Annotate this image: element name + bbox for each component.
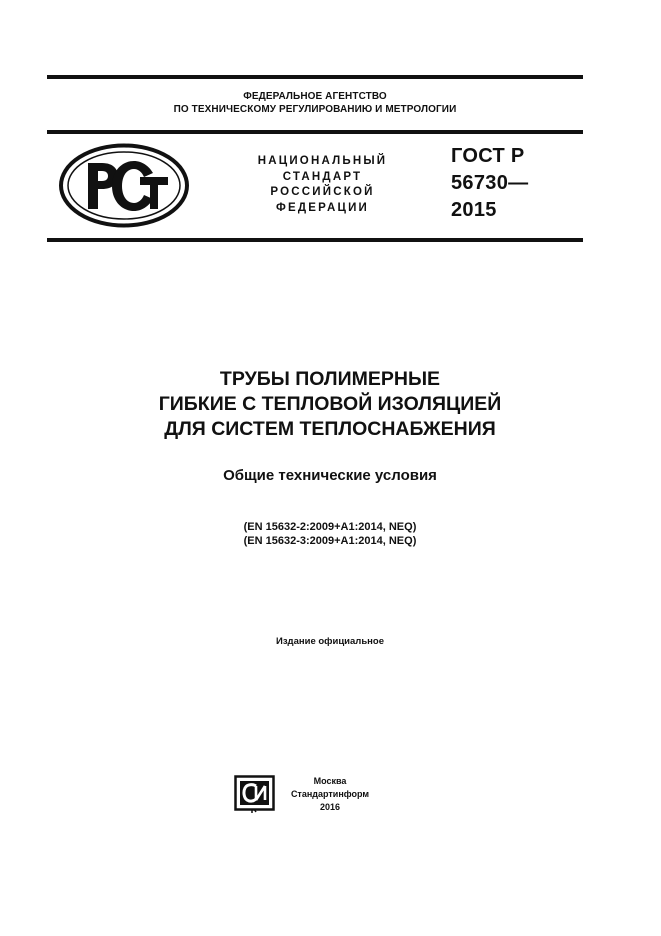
band-rule	[47, 238, 583, 242]
agency-header	[47, 90, 583, 116]
top-rule	[47, 75, 583, 79]
publisher-name: Стандартинформ	[290, 789, 370, 799]
standard-designation	[451, 143, 528, 224]
publisher-block	[286, 775, 374, 814]
reference-1: (EN 15632-2:2009+A1:2014, NEQ)	[243, 521, 417, 533]
agency-line-2: ПО ТЕХНИЧЕСКОМУ РЕГУЛИРОВАНИЮ И МЕТРОЛОГИИ	[173, 104, 457, 115]
publisher-year: 2016	[319, 802, 341, 812]
agency-line-1: ФЕДЕРАЛЬНОЕ АГЕНТСТВО	[243, 91, 387, 102]
designation-line-2: 56730—	[451, 172, 529, 194]
standard-references	[47, 520, 613, 548]
document-subtitle: Общие технические условия	[223, 467, 437, 484]
title-line-3: ДЛЯ СИСТЕМ ТЕПЛОСНАБЖЕНИЯ	[164, 418, 496, 440]
designation-line-1: ГОСТ Р	[451, 145, 525, 167]
title-line-2: ГИБКИЕ С ТЕПЛОВОЙ ИЗОЛЯЦИЕЙ	[158, 393, 502, 415]
standard-type-line-4: ФЕДЕРАЦИИ	[275, 201, 370, 214]
reference-2: (EN 15632-3:2009+A1:2014, NEQ)	[243, 535, 417, 547]
header-rule	[47, 130, 583, 134]
standard-type-line-3: РОССИЙСКОЙ	[270, 186, 375, 198]
rst-logo-icon	[58, 143, 190, 228]
standard-type-line-2: СТАНДАРТ	[282, 170, 363, 183]
document-title	[47, 367, 613, 442]
publisher-city: Москва	[313, 776, 347, 786]
standartinform-logo-icon	[234, 775, 286, 815]
designation-line-3: 2015	[451, 199, 497, 221]
standard-type-line-1: НАЦИОНАЛЬНЫЙ	[257, 155, 388, 167]
edition-note: Издание официальное	[276, 636, 384, 647]
title-line-1: ТРУБЫ ПОЛИМЕРНЫЕ	[219, 368, 441, 390]
standard-type	[235, 154, 410, 216]
